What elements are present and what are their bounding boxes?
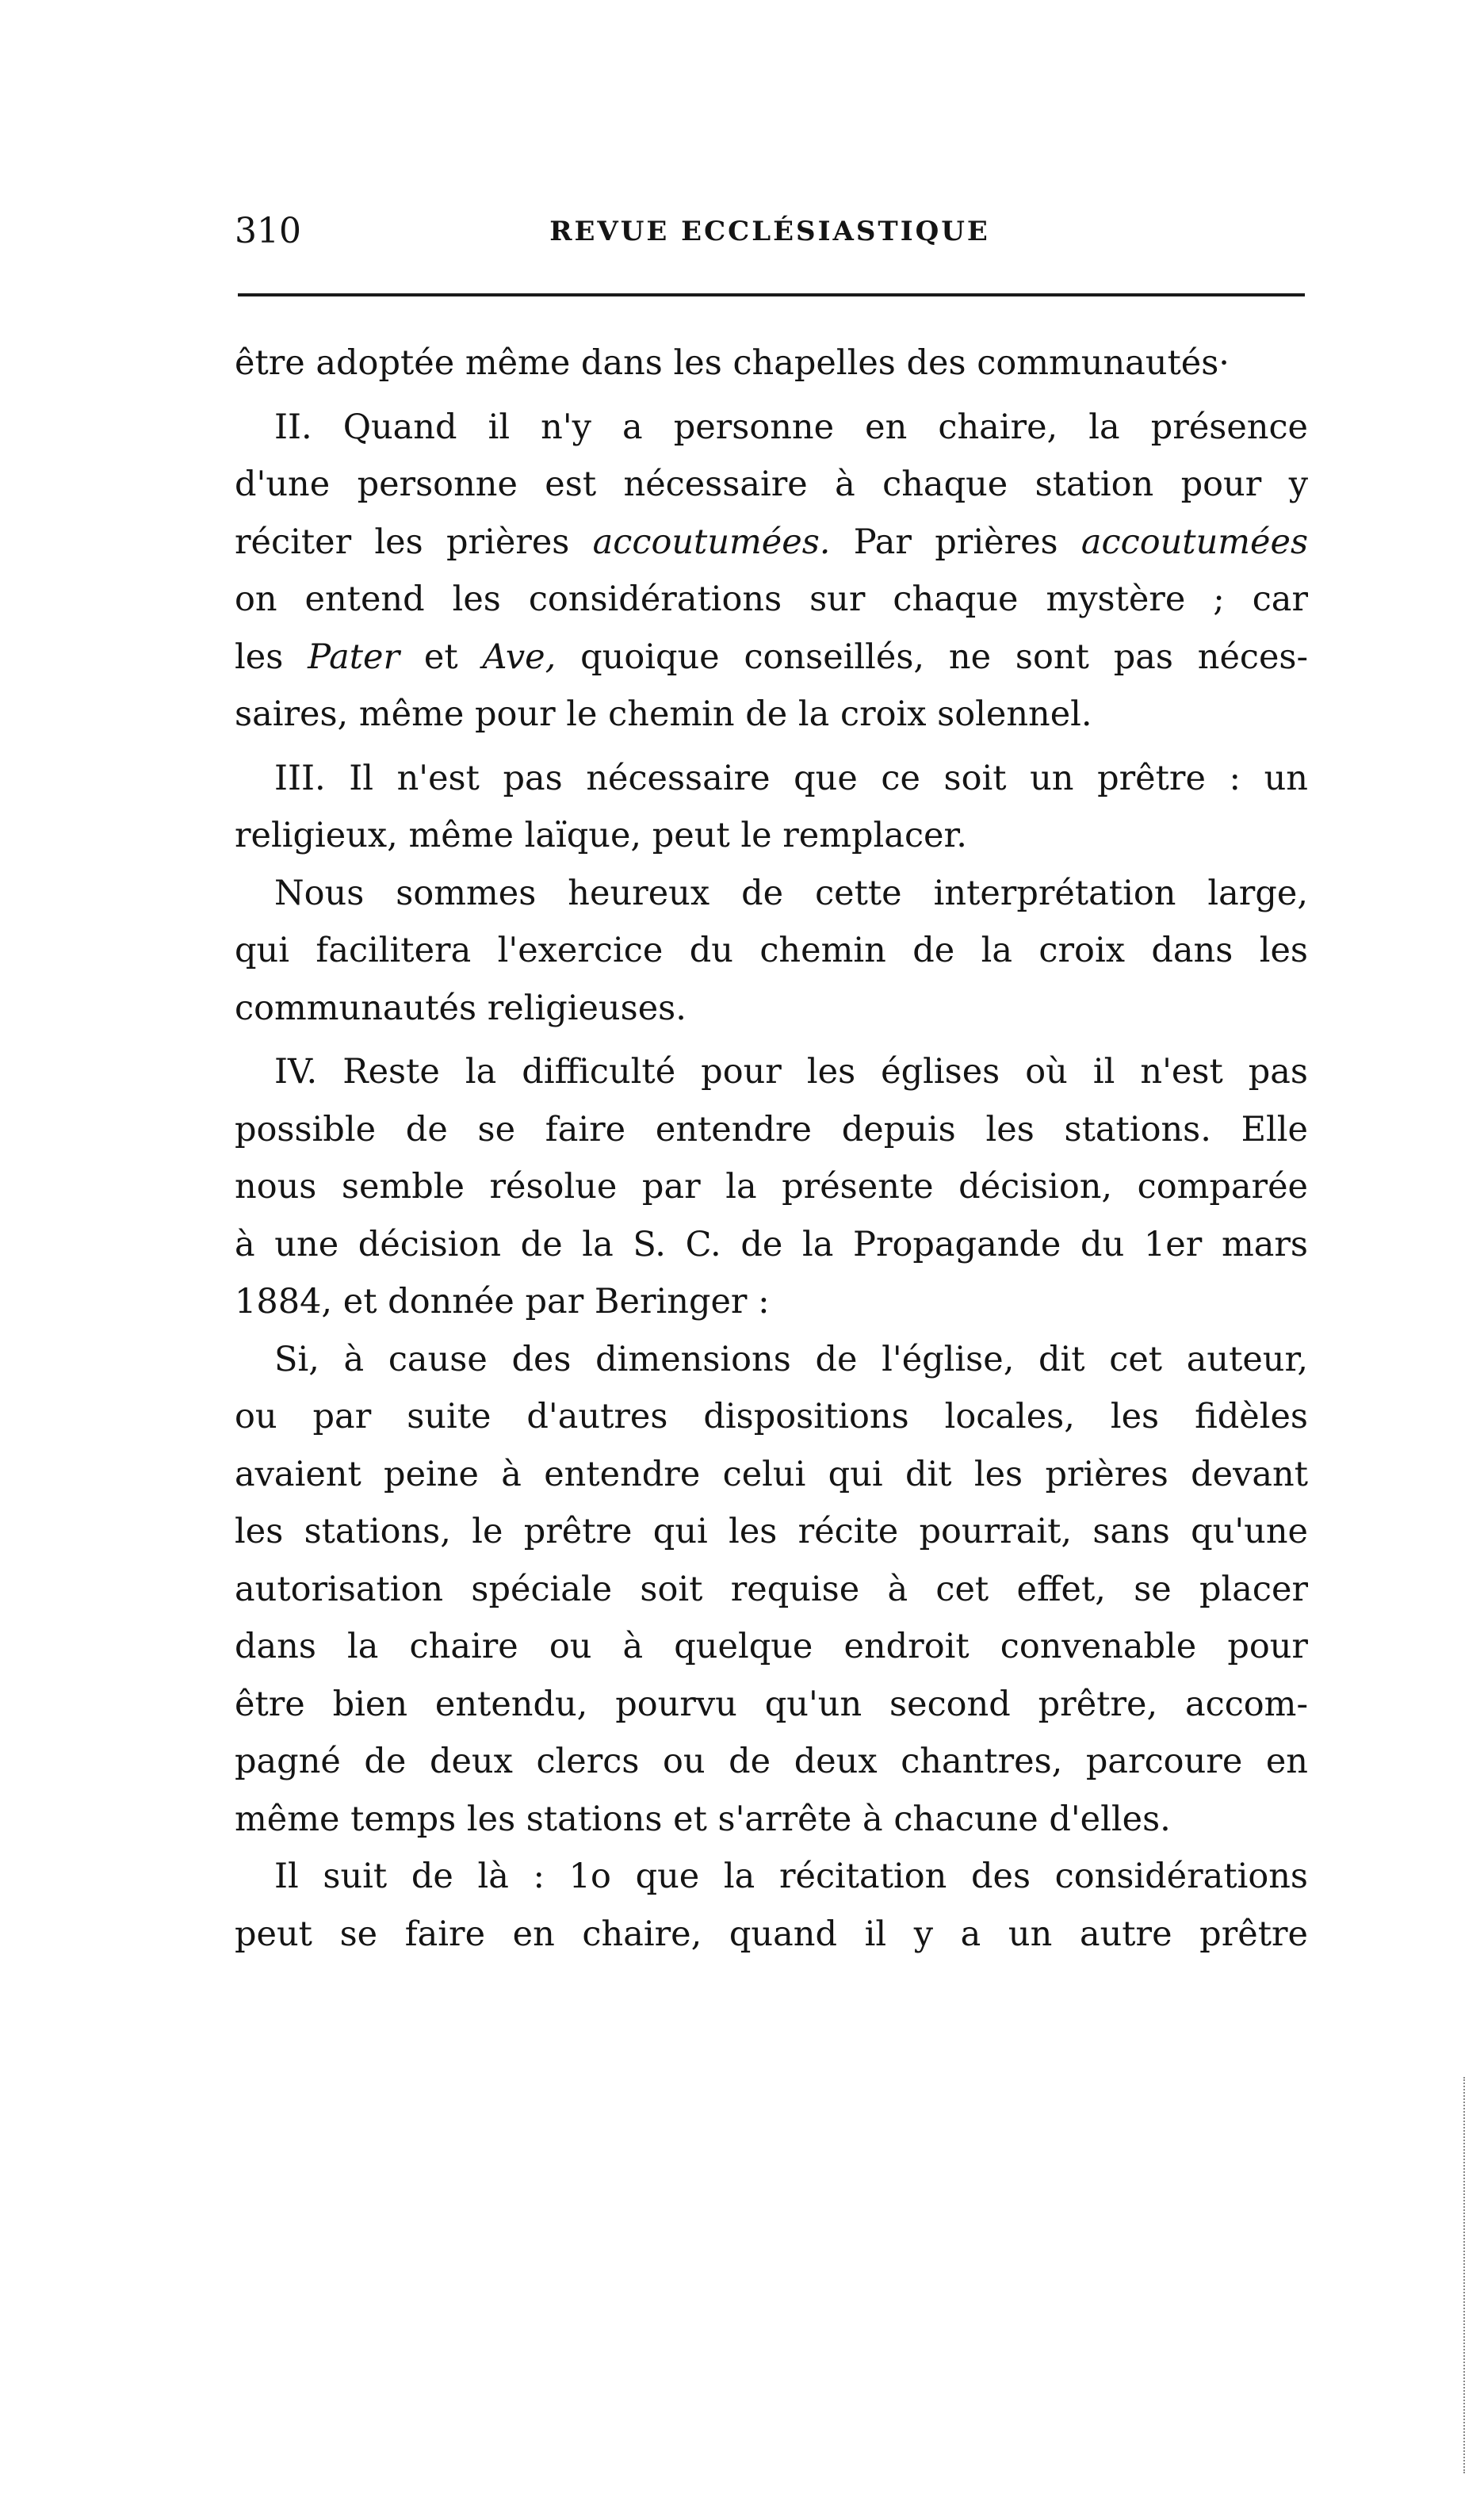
- text-line: dans la chaire ou à quelque endroit convenable pour: [235, 1627, 1308, 1666]
- text-line: qui facilitera l'exercice du chemin de la croix dans les: [235, 931, 1308, 970]
- text-line: réciter les prières accoutumées. Par prières accoutumées: [235, 522, 1308, 562]
- text-line: être adoptée même dans les chapelles des communautés·: [235, 343, 1230, 383]
- text-line: autorisation spéciale soit requise à cet effet, se placer: [235, 1569, 1308, 1609]
- text-line: 1884, et donnée par Beringer :: [235, 1282, 770, 1321]
- text-line: on entend les considérations sur chaque mystère ; car: [235, 579, 1308, 619]
- margin-scan-mark: [1463, 2077, 1467, 2473]
- text-line: peut se faire en chaire, quand il y a un autre prêtre: [235, 1914, 1308, 1954]
- text-line: les stations, le prêtre qui les récite pourrait, sans qu'une: [235, 1512, 1308, 1551]
- text-line: religieux, même laïque, peut le remplacer.: [235, 816, 967, 855]
- text-line: Nous sommes heureux de cette interprétation large,: [274, 873, 1308, 913]
- text-line: III. Il n'est pas nécessaire que ce soit un prêtre : un: [274, 758, 1308, 798]
- text-line: les Pater et Ave, quoique conseillés, ne sont pas néces-: [235, 637, 1308, 677]
- text-line: avaient peine à entendre celui qui dit les prières devant: [235, 1454, 1308, 1494]
- text-line: d'une personne est nécessaire à chaque station pour y: [235, 465, 1308, 504]
- text-line: être bien entendu, pourvu qu'un second prêtre, accom-: [235, 1684, 1308, 1724]
- text-line: Il suit de là : 1o que la récitation des considérations: [274, 1857, 1308, 1896]
- text-line: pagné de deux clercs ou de deux chantres, parcoure en: [235, 1742, 1308, 1781]
- text-line: possible de se faire entendre depuis les stations. Elle: [235, 1109, 1308, 1149]
- text-line: à une décision de la S. C. de la Propagande du 1er mars: [235, 1224, 1308, 1264]
- body-text: [235, 335, 1308, 1963]
- page-header: [235, 208, 1305, 255]
- running-title: REVUE ECCLÉSIASTIQUE: [549, 216, 990, 247]
- text-line: communautés religieuses.: [235, 988, 687, 1028]
- page-number: 310: [235, 211, 301, 251]
- text-line: II. Quand il n'y a personne en chaire, la présence: [274, 407, 1308, 447]
- text-line: saires, même pour le chemin de la croix solennel.: [235, 694, 1092, 734]
- header-rule: [238, 293, 1305, 296]
- text-line: ou par suite d'autres dispositions locales, les fidèles: [235, 1397, 1308, 1436]
- text-line: même temps les stations et s'arrête à chacune d'elles.: [235, 1799, 1171, 1839]
- text-line: nous semble résolue par la présente décision, comparée: [235, 1167, 1308, 1207]
- text-line: IV. Reste la difficulté pour les églises où il n'est pas: [274, 1052, 1308, 1092]
- text-line: Si, à cause des dimensions de l'église, dit cet auteur,: [274, 1339, 1308, 1379]
